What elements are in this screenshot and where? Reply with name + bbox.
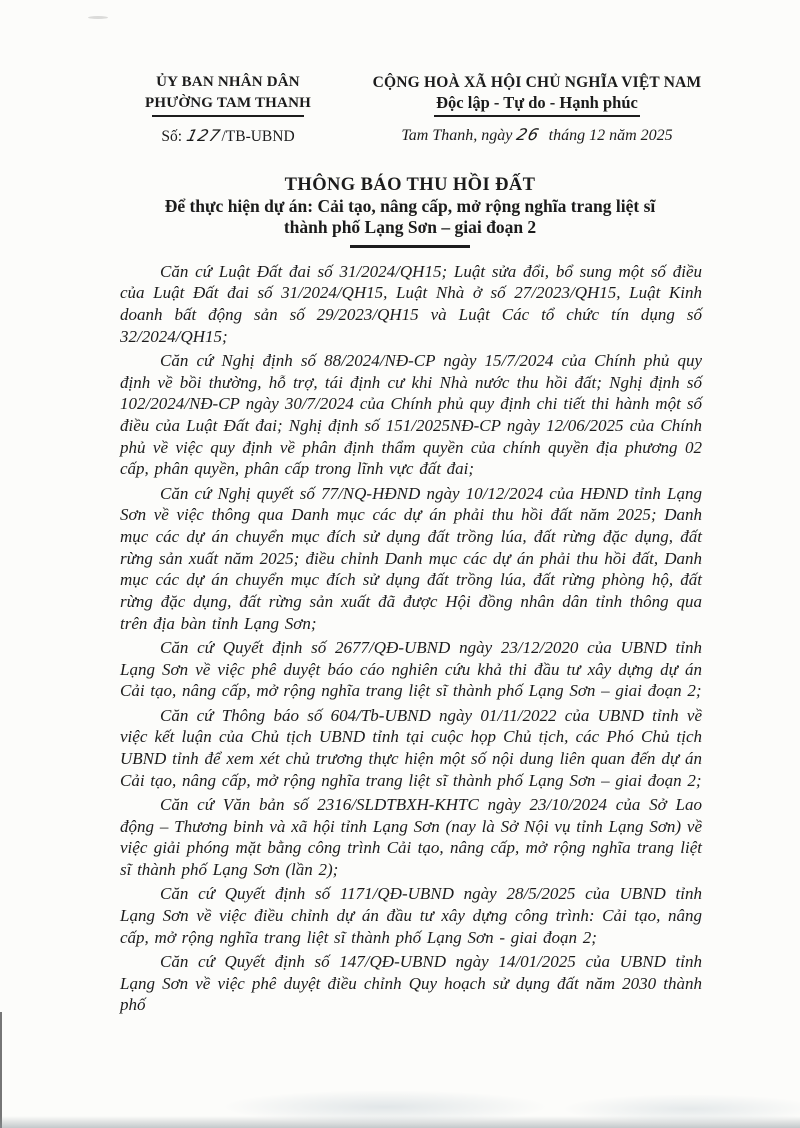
scan-speck-artifact <box>88 16 108 19</box>
body-paragraph: Căn cứ Nghị quyết số 77/NQ-HĐND ngày 10/12/2024 của HĐND tỉnh Lạng Sơn về việc thông qua Danh mục các dự án phải thu hồi đất năm 2025; Danh mục các dự án chuyển mục đích sử dụng đất trồng lúa, đất rừng đặc dụng, đất rừng sản xuất năm 2025; điều chỉnh Danh mục các dự án phải thu hồi đất, Danh mục các dự án chuyển mục đích sử dụng đất trồng lúa, đất rừng phòng hộ, đất rừng đặc dụng, đất rừng sản xuất đã được Hội đồng nhân dân tỉnh thông qua trên địa bàn tỉnh Lạng Sơn; <box>120 483 702 633</box>
issuing-authority-block <box>118 72 338 146</box>
document-body <box>120 261 702 1016</box>
document-subtitle-line1: Để thực hiện dự án: Cải tạo, nâng cấp, mở rộng nghĩa trang liệt sĩ <box>164 196 656 216</box>
document-title-block <box>120 174 700 248</box>
document-subtitle-line2: thành phố Lạng Sơn – giai đoạn 2 <box>283 217 537 237</box>
title-underline <box>350 245 470 248</box>
date-prefix: Tam Thanh, ngày <box>401 127 513 144</box>
document-number-handwritten: 127 <box>184 126 223 145</box>
document-number <box>118 126 338 146</box>
body-paragraph: Căn cứ Luật Đất đai số 31/2024/QH15; Luật sửa đổi, bổ sung một số điều của Luật Đất đai số 31/2024/QH15, Luật Nhà ở số 27/2023/QH15, Luật Kinh doanh bất động sản số 29/2023/QH15 và Luật Các tổ chức tín dụng số 32/2024/QH15; <box>120 261 702 346</box>
issuing-authority-line2: PHƯỜNG TAM THANH <box>145 95 311 111</box>
issuing-authority-underline <box>152 115 304 117</box>
national-name: CỘNG HOÀ XÃ HỘI CHỦ NGHĨA VIỆT NAM <box>372 74 702 91</box>
body-paragraph: Căn cứ Nghị định số 88/2024/NĐ-CP ngày 15/7/2024 của Chính phủ quy định về bồi thường, hỗ trợ, tái định cư khi Nhà nước thu hồi đất; Nghị định số 102/2024/NĐ-CP ngày 30/7/2024 của Chính phủ quy định chi tiết thi hành một số điều của Luật Đất đai; Nghị định số 151/2025NĐ-CP ngày 12/06/2025 của Chính phủ về việc quy định về phân định thẩm quyền của chính quyền địa phương 02 cấp, phân quyền, phân cấp trong lĩnh vực đất đai; <box>120 350 702 479</box>
place-date-line <box>352 125 722 145</box>
issuing-authority-line1: ỦY BAN NHÂN DÂN <box>156 74 300 90</box>
national-heading-block <box>352 72 722 146</box>
date-suffix: tháng 12 năm 2025 <box>548 127 673 144</box>
scan-left-edge-artifact <box>0 1012 2 1128</box>
scan-bottom-edge-artifact <box>0 1116 800 1128</box>
body-paragraph: Căn cứ Văn bản số 2316/SLDTBXH-KHTC ngày 23/10/2024 của Sở Lao động – Thương binh và xã hội tỉnh Lạng Sơn (nay là Sở Nội vụ tỉnh Lạng Sơn) về việc giải phóng mặt bằng công trình Cải tạo, nâng cấp, mở rộng nghĩa trang liệt sĩ thành phố Lạng Sơn (lần 2); <box>120 794 702 879</box>
body-paragraph: Căn cứ Quyết định số 147/QĐ-UBND ngày 14/01/2025 của UBND tỉnh Lạng Sơn về việc phê duyệt điều chỉnh Quy hoạch sử dụng đất năm 2030 thành phố <box>120 951 702 1015</box>
document-header <box>0 0 800 146</box>
body-paragraph: Căn cứ Quyết định số 1171/QĐ-UBND ngày 28/5/2025 của UBND tỉnh Lạng Sơn về việc điều chỉnh dự án đầu tư xây dựng công trình: Cải tạo, nâng cấp, mở rộng nghĩa trang liệt sĩ thành phố Lạng Sơn - giai đoạn 2; <box>120 884 702 947</box>
national-motto: Độc lập - Tự do - Hạnh phúc <box>434 93 640 117</box>
body-paragraph: Căn cứ Thông báo số 604/Tb-UBND ngày 01/11/2022 của UBND tỉnh về việc kết luận của Chủ tịch UBND tỉnh tại cuộc họp Chủ tịch, các Phó Chủ tịch UBND tỉnh để xem xét chủ trương thực hiện một số nội dung liên quan đến dự án Cải tạo, nâng cấp, mở rộng nghĩa trang liệt sĩ thành phố Lạng Sơn – giai đoạn 2; <box>120 705 702 790</box>
date-day-handwritten: 26 <box>514 125 543 144</box>
body-paragraph: Căn cứ Quyết định số 2677/QĐ-UBND ngày 23/12/2020 của UBND tỉnh Lạng Sơn về việc phê duyệt báo cáo nghiên cứu khả thi đầu tư xây dựng dự án Cải tạo, nâng cấp, mở rộng nghĩa trang liệt sĩ thành phố Lạng Sơn – giai đoạn 2; <box>120 637 702 701</box>
document-number-prefix: Số: <box>161 128 183 145</box>
document-title: THÔNG BÁO THU HỒI ĐẤT <box>284 175 536 195</box>
document-number-suffix: /TB-UBND <box>221 128 295 145</box>
